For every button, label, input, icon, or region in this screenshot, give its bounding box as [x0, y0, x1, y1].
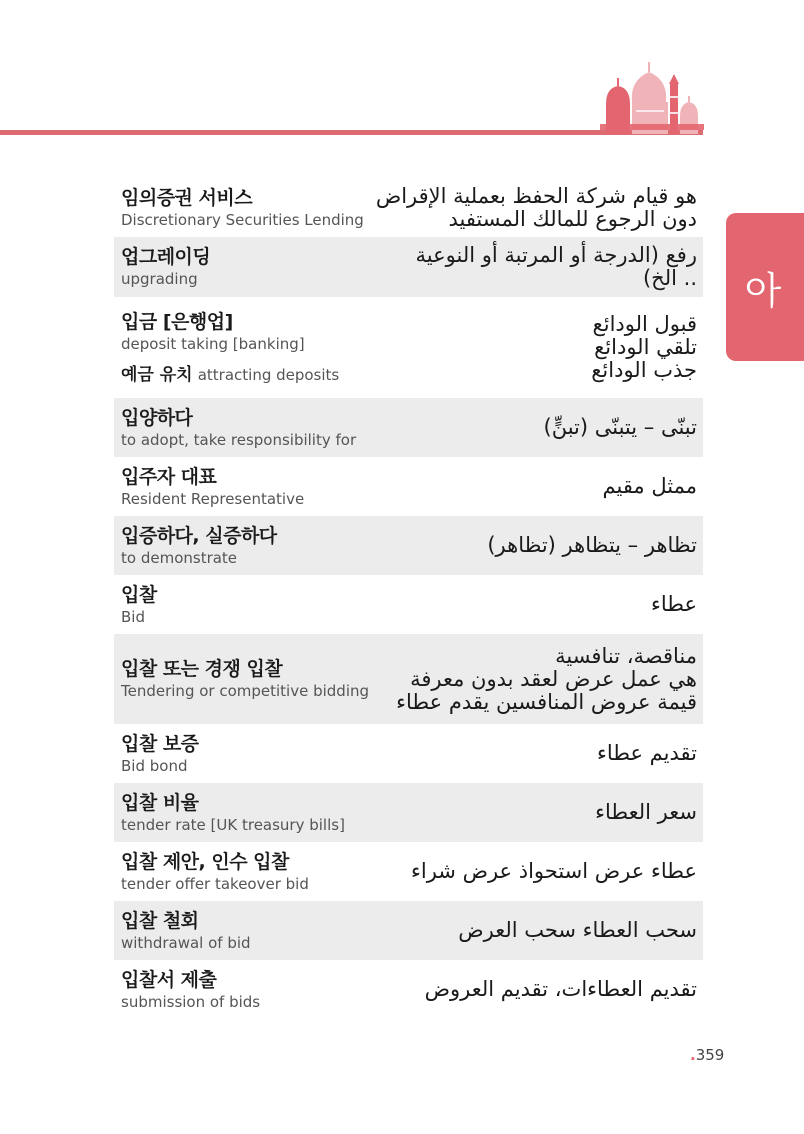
english-term: upgrading: [121, 270, 198, 288]
english-term: deposit taking [banking]: [121, 335, 305, 353]
arabic-term: عطاء: [650, 592, 697, 616]
arabic-term: ممثل مقيم: [602, 474, 697, 498]
glossary-entry: [114, 783, 703, 842]
arabic-term: تظاهر – يتظاهر (تظاهر): [487, 533, 697, 557]
english-term: Bid bond: [121, 756, 188, 775]
korean-term: 입금 [은행업]: [121, 311, 233, 333]
korean-term: 임의증권 서비스: [121, 186, 253, 209]
korean-term: 입찰 철회: [121, 909, 199, 932]
korean-term: 입찰 제안, 인수 입찰: [121, 850, 289, 873]
arabic-term: عطاء عرض استحواذ عرض شراء: [411, 859, 697, 883]
mosque-icon: [600, 60, 704, 134]
korean-term: 입찰: [121, 583, 157, 606]
korean-term: 입주자 대표: [121, 465, 217, 488]
arabic-term: قبول الودائع تلقي الودائع جذب الودائع: [591, 312, 697, 382]
page-number: .359: [690, 1046, 725, 1064]
english-term: tender offer takeover bid: [121, 874, 309, 893]
arabic-term: سعر العطاء: [595, 800, 697, 824]
english-term: to adopt, take responsibility for: [121, 430, 357, 449]
arabic-term: سحب العطاء سحب العرض: [458, 918, 697, 942]
page-number-dot: .: [690, 1046, 696, 1064]
glossary-entry: [114, 516, 703, 575]
korean-term: 입찰 또는 경쟁 입찰: [121, 658, 283, 680]
glossary-entry: [114, 842, 703, 901]
english-term: tender rate [UK treasury bills]: [121, 815, 345, 834]
arabic-term: رفع (الدرجة أو المرتبة أو النوعية .. الخ): [415, 243, 697, 290]
arabic-term: هو قيام شركة الحفظ بعملية الإقراض دون الرجوع للمالك المستفيد: [375, 183, 697, 231]
header-rule: [0, 130, 703, 135]
glossary-entry: [114, 901, 703, 960]
korean-term: 입찰 보증: [121, 732, 199, 755]
korean-term: 입양하다: [121, 406, 193, 429]
section-tab-letter: 아: [744, 268, 782, 313]
arabic-term: مناقصة، تنافسية هي عمل عرض لعقد بدون معرفة قيمة عروض المنافسين يقدم عطاء: [396, 643, 697, 714]
section-tab: [726, 213, 804, 361]
glossary-entry: [114, 634, 703, 724]
glossary-entry: [114, 457, 703, 516]
glossary-entry: [114, 178, 703, 237]
korean-term: 업그레이딩: [121, 246, 211, 268]
glossary-entry: [114, 297, 703, 398]
glossary-entry: [114, 237, 703, 297]
glossary-entry: [114, 398, 703, 457]
english-term: submission of bids: [121, 992, 261, 1011]
glossary-entry: [114, 724, 703, 783]
english-term: Discretionary Securities Lending: [121, 210, 364, 229]
korean-term: 입찰서 제출: [121, 968, 217, 991]
korean-term: 입찰 비율: [121, 791, 199, 814]
glossary-entries: [114, 178, 703, 1019]
glossary-entry: [114, 960, 703, 1019]
english-term: Tendering or competitive bidding: [121, 682, 370, 700]
english-term: Resident Representative: [121, 489, 305, 508]
english-term: to demonstrate: [121, 548, 238, 567]
english-term: withdrawal of bid: [121, 933, 251, 952]
korean-term: 입증하다, 실증하다: [121, 524, 277, 547]
arabic-term: تقديم العطاءات، تقديم العروض: [424, 977, 697, 1001]
arabic-term: تبنّى – يتبنّى (تبنٍّ): [543, 415, 697, 439]
arabic-term: تقديم عطاء: [596, 741, 697, 765]
english-term-alt: attracting deposits: [197, 366, 340, 384]
glossary-entry: [114, 575, 703, 634]
korean-term-alt: 예금 유치: [121, 365, 193, 385]
english-term: Bid: [121, 607, 145, 626]
